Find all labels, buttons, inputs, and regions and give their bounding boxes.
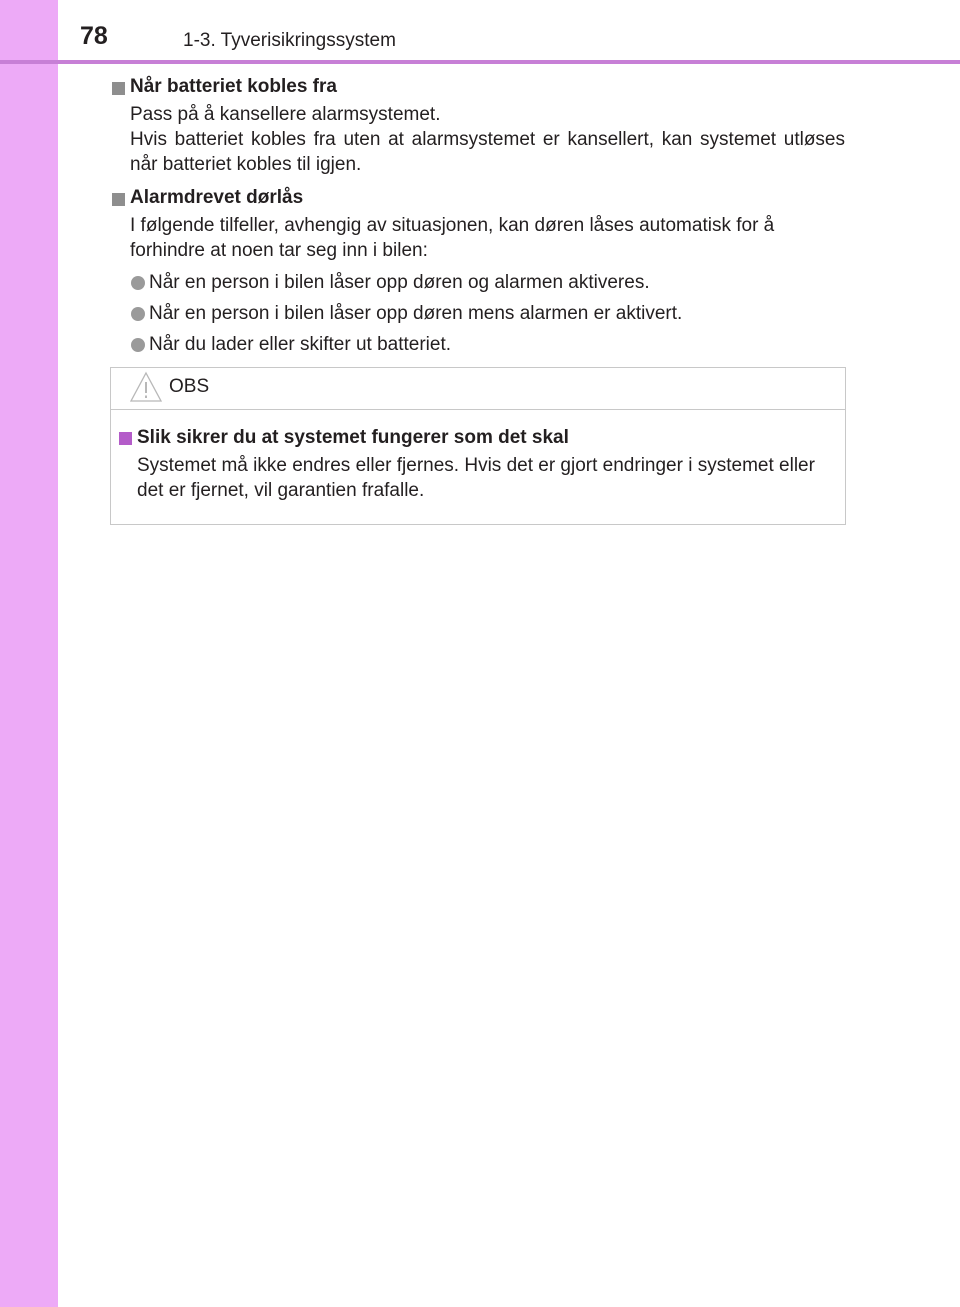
square-bullet-icon [119,432,132,445]
square-bullet-icon [112,82,125,95]
notice-box [110,367,846,525]
list-item-text: Når du lader eller skifter ut batteriet. [149,334,452,355]
list-item-text: Når en person i bilen låser opp døren og alarmen aktiveres. [149,272,650,293]
round-bullet-icon [131,307,145,321]
side-color-band [0,0,58,1307]
list-item [110,301,845,326]
paragraph: I følgende tilfeller, avhengig av situasjonen, kan døren låses automatisk for å forhindre at noen tar seg inn i bilen: [130,215,775,261]
warning-triangle-icon [129,371,163,403]
main-content [110,74,845,357]
round-bullet-icon [131,338,145,352]
list-item-text: Når en person i bilen låser opp døren mens alarmen er aktivert. [149,303,683,324]
notice-heading [118,425,840,451]
notice-heading-text: Slik sikrer du at systemet fungerer som det skal [137,427,569,448]
section-heading [110,185,845,211]
paragraph: Pass på å kansellere alarmsystemet. [130,104,441,125]
list-item [110,332,845,357]
round-bullet-icon [131,276,145,290]
notice-text: Systemet må ikke endres eller fjernes. Hvis det er gjort endringer i systemet eller det er fjernet, vil garantien frafalle. [137,455,815,501]
page-number: 78 [80,22,108,50]
section-heading-text: Når batteriet kobles fra [130,76,337,97]
notice-header [111,368,845,410]
section-title: 1-3. Tyverisikringssystem [183,30,396,51]
section-heading-text: Alarmdrevet dørlås [130,187,304,208]
paragraph: Hvis batteriet kobles fra uten at alarmsystemet er kansellert, kan systemet utløses når batteriet kobles til igjen. [130,129,845,175]
notice-label: OBS [169,376,210,397]
section-heading [110,74,845,100]
header-rule [0,60,960,64]
list-item [110,270,845,295]
notice-body [118,425,840,503]
square-bullet-icon [112,193,125,206]
